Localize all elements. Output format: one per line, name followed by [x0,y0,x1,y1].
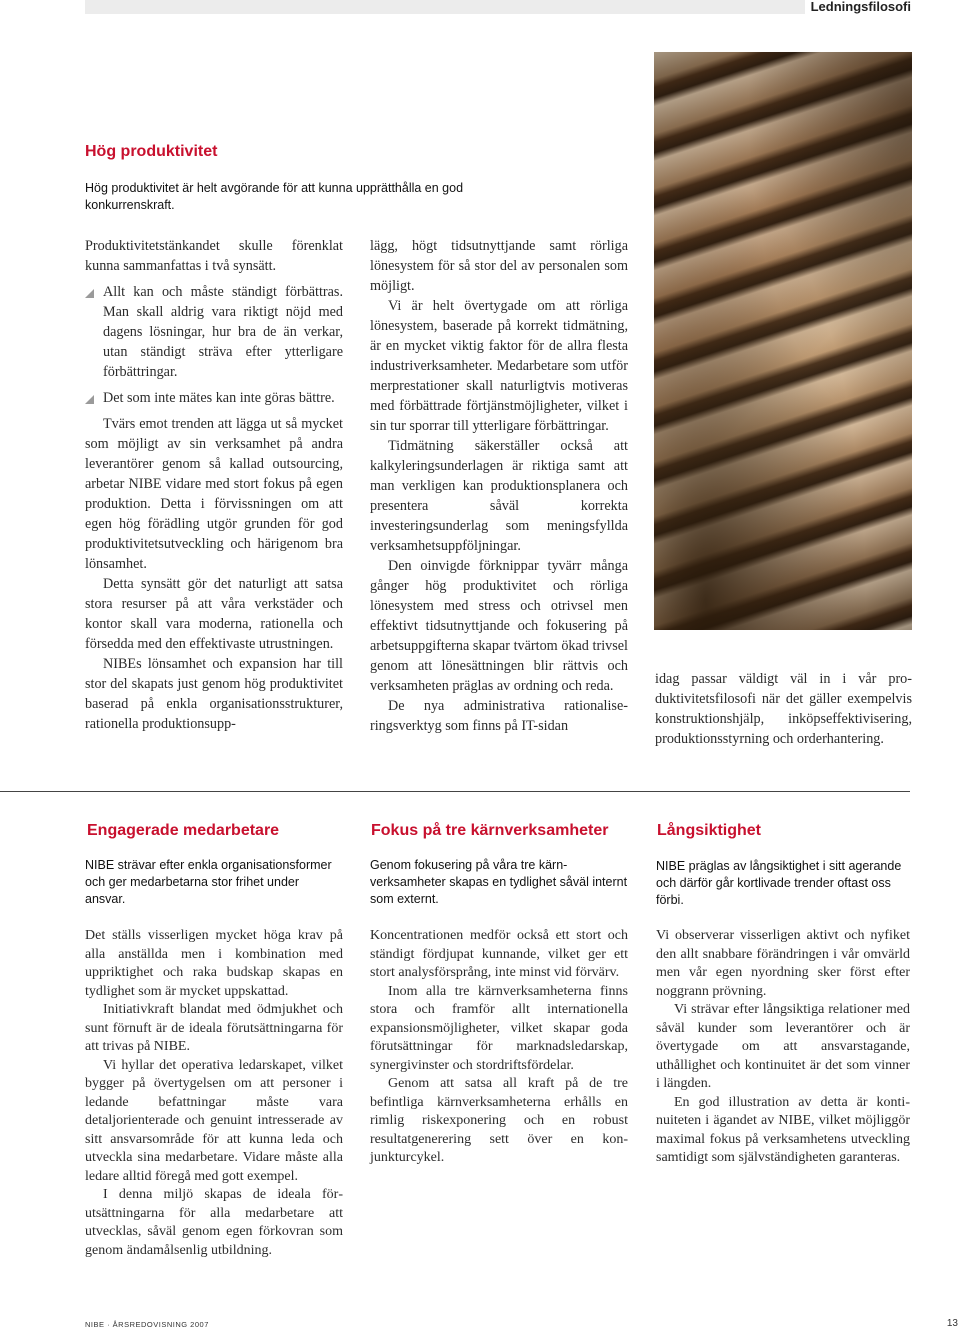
body-paragraph: I denna miljö skapas de ideala förutsättningarna för alla medarbetare att utvecklas, såväl genom egen förkovran som genom ändamålsenlig utbildning. [85,1187,343,1258]
header-bar [85,0,911,14]
top-column-1 [85,236,343,734]
lead-hog-produktivitet: Hög produktivitet är helt avgörande för att kunna upprätthålla en god konkurrenskraft. [85,181,464,212]
body-paragraph: NIBEs lönsamhet och expansion har till stor del skapats just genom hög produktivitet baserad på enkla organisationsstrukturer, rationella produktionsupp- [85,656,343,732]
bottom-column-1 [85,927,343,1260]
body-paragraph: De nya administrativa rationaliseringsverktyg som finns på IT-sidan [370,698,628,734]
bullet-item: Det som inte mätes kan inte göras bättre. [85,388,343,408]
body-paragraph: Det ställs visserligen mycket höga krav på alla anställda men i kombination med uppriktighet och raka budskap skapas en tydlighet som är mycket uppskattad. [85,928,343,999]
intro-paragraph: Produktivitetstänkandet skulle förenklat kunna sammanfattas i två synsätt. [85,238,343,274]
top-column-2 [370,236,628,736]
body-paragraph: Inom alla tre kärnverksamheterna finns stora och framför allt internationella expansionsmöjligheter, vilket skapar goda förutsättningar för marknadsledarskap, synergivinster och stordriftsfördelar. [370,983,628,1073]
section-divider [0,791,910,792]
heading-engagerade-medarbetare: Engagerade medarbetare [87,822,280,839]
body-paragraph: Tidmätning säkerställer också att kalkyleringsunderlagen är riktiga samt att man verkligen kan produktionsplanera och presentera såväl korrekta investeringsunderlag som meningsfyllda verksamhetsuppföljningar. [370,438,628,554]
bullet-item: Allt kan och måste ständigt förbättras. Man skall aldrig vara riktigt nöjd med dagens lösningar, hur bra de än verkar, utan ständigt sträva efter ytterligare förbättringar. [85,282,343,382]
body-paragraph: lägg, högt tidsutnyttjande samt rörliga lönesystem för så stor del av personalen som möjligt. [370,238,628,294]
triangle-bullet-icon [85,289,94,298]
bottom-column-3 [656,927,910,1168]
bottom-column-2 [370,927,628,1168]
lead-engagerade-medarbetare: NIBE strävar efter enkla organisationsformer och ger medarbetarna stor frihet under ansvar. [85,858,332,906]
lead-langsiktighet: NIBE präglas av långsiktighet i sitt agerande och därför går kortlivade trender oftast oss förbi. [656,859,902,907]
heading-hog-produktivitet: Hög produktivitet [85,143,218,160]
heading-langsiktighet: Långsiktighet [657,822,762,839]
body-paragraph: Tvärs emot trenden att lägga ut så mycket som möjligt av sin verksamhet på andra leverantörer genom så kallad outsourcing, arbetar NIBE vidare med stort fokus på egen produktion. Detta i förvissningen om att egen hög förädling utgör grunden för god produktivitetsutveckling och härigenom bra lönsamhet. [85,416,343,572]
body-paragraph: Detta synsätt gör det naturligt att satsa stora resurser på att våra verkstäder och kontor skall vara moderna, rationella och försedda med den effektivaste utrustningen. [85,576,343,652]
triangle-bullet-icon [85,395,94,404]
body-paragraph: Vi strävar efter långsiktiga relationer med såväl kunder som leverantörer och är övertygade om att ansvarstagande, uthållighet och kontinuitet är det som vinner i längden. [656,1002,910,1091]
page-number: 13 [946,1318,958,1329]
lead-fokus-karnverksamheter: Genom fokusering på våra tre kärnverksamheter skapas en tydlighet såväl internt som externt. [370,858,628,906]
body-paragraph: Vi är helt övertygade om att rörliga lönesystem, baserade på korrekt tidmätning, är en mycket viktig faktor för de allra flesta industriverksamheter. Medarbetare som utför merprestationer skall naturligtvis motiveras med förbättrade förtjänstmöjligheter, vilket i sin tur sporrar till ytterligare förbättringar. [370,298,628,434]
body-paragraph: Koncentrationen medför också ett stort och ständigt fördjupat kunnande, vilket ger ett stort analysförsprång, inte minst vid förvärv. [370,928,628,980]
body-paragraph: Genom att satsa all kraft på de tre befintliga kärnverksamheterna erhålls en rimlig riskexponering och en robust resultatgenerering sett över en konjunkturcykel. [370,1076,628,1165]
body-paragraph: Initiativkraft blandat med ödmjukhet och sunt förnuft är de ideala förutsättningarna för att trivas på NIBE. [85,1002,343,1054]
section-label: Ledningsfilosofi [805,0,911,14]
body-paragraph: En god illustration av detta är kontinuiteten i ägandet av NIBE, vilket möjliggör maximal fokus på verksamhetens utveckling samtidigt som självständigheten garanteras. [656,1094,910,1165]
body-paragraph: Vi observerar visserligen aktivt och nyfiket den allt snabbare förändringen i vår omvärld men vår egen nyordning sker först efter noggrann prövning. [656,928,910,999]
body-paragraph: Den oinvigde förknippar tyvärr många gånger hög produktivitet och rörliga lönesystem med stress och otrivsel men effektivt tidsutnyttjande och fokusering på arbetsuppgifterna skapar tvärtom ökad trivsel genom att lönesättningen blir rättvis och verksamheten präglas av ordning och reda. [370,558,628,694]
top-column-3 [655,669,912,749]
gear-photo [654,52,912,630]
heading-fokus-karnverksamheter: Fokus på tre kärnverksamheter [371,822,609,839]
body-paragraph: idag passar väldigt väl in i vår produktivitetsfilosofi när det gäller exempelvis konstruktionshjälp, inköpseffektivisering, produktionsstyrning och orderhantering. [655,671,912,747]
body-paragraph: Vi hyllar det operativa ledarskapet, vilket bygger på övertygelsen om att personer i ledande befattningar måste vara detaljorienterade och genuint intresserade av sitt ansvarsområde för att kunna leda och utveckla sina medarbetare. Vidare måste alla ledare alltid föregå med gott exempel. [85,1057,343,1184]
footer-publication: NIBE · ÅRSREDOVISNING 2007 [85,1320,209,1329]
